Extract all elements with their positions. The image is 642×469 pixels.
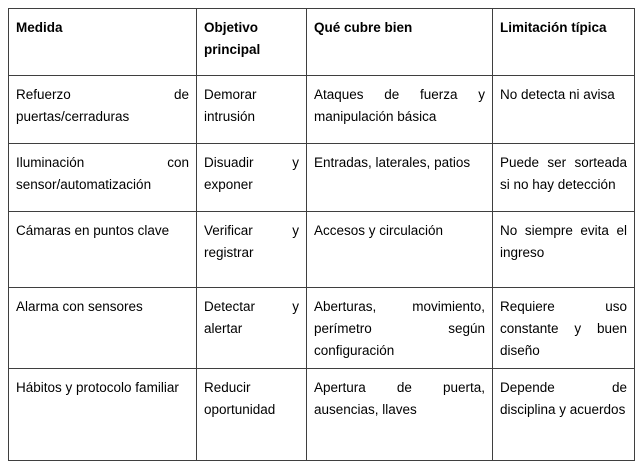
column-header-medida: Medida [9, 9, 197, 76]
cell-objetivo: Detectar y alertar [197, 288, 307, 369]
cell-cobertura: Apertura de puerta, ausencias, llaves [307, 369, 493, 461]
cell-limitacion: Depende de disciplina y acuerdos [493, 369, 635, 461]
cell-cobertura: Ataques de fuerza y manipulación básica [307, 76, 493, 144]
cell-medida: Alarma con sensores [9, 288, 197, 369]
cell-objetivo: Verificar y registrar [197, 212, 307, 288]
table-row-iluminacion-sensor [9, 144, 635, 212]
table-row-habitos-protocolo [9, 369, 635, 461]
cell-objetivo: Demorar intrusión [197, 76, 307, 144]
document-page [0, 8, 642, 469]
cell-medida: Iluminación con sensor/automatización [9, 144, 197, 212]
cell-objetivo: Disuadir y exponer [197, 144, 307, 212]
cell-limitacion: Puede ser sorteada si no hay detección [493, 144, 635, 212]
column-header-que-cubre-bien: Qué cubre bien [307, 9, 493, 76]
cell-medida: Refuerzo de puertas/cerraduras [9, 76, 197, 144]
cell-medida: Cámaras en puntos clave [9, 212, 197, 288]
security-measures-table [8, 8, 635, 461]
table-header-row [9, 9, 635, 76]
table-row-alarma-sensores [9, 288, 635, 369]
cell-limitacion: No detecta ni avisa [493, 76, 635, 144]
cell-cobertura: Aberturas, movimiento, perímetro según configuración [307, 288, 493, 369]
cell-cobertura: Accesos y circulación [307, 212, 493, 288]
table-row-refuerzo-puertas [9, 76, 635, 144]
column-header-objetivo-principal: Objetivo principal [197, 9, 307, 76]
table-row-camaras-puntos-clave [9, 212, 635, 288]
cell-limitacion: Requiere uso constante y buen diseño [493, 288, 635, 369]
column-header-limitacion-tipica: Limitación típica [493, 9, 635, 76]
cell-limitacion: No siempre evita el ingreso [493, 212, 635, 288]
cell-objetivo: Reducir oportunidad [197, 369, 307, 461]
cell-cobertura: Entradas, laterales, patios [307, 144, 493, 212]
cell-medida: Hábitos y protocolo familiar [9, 369, 197, 461]
